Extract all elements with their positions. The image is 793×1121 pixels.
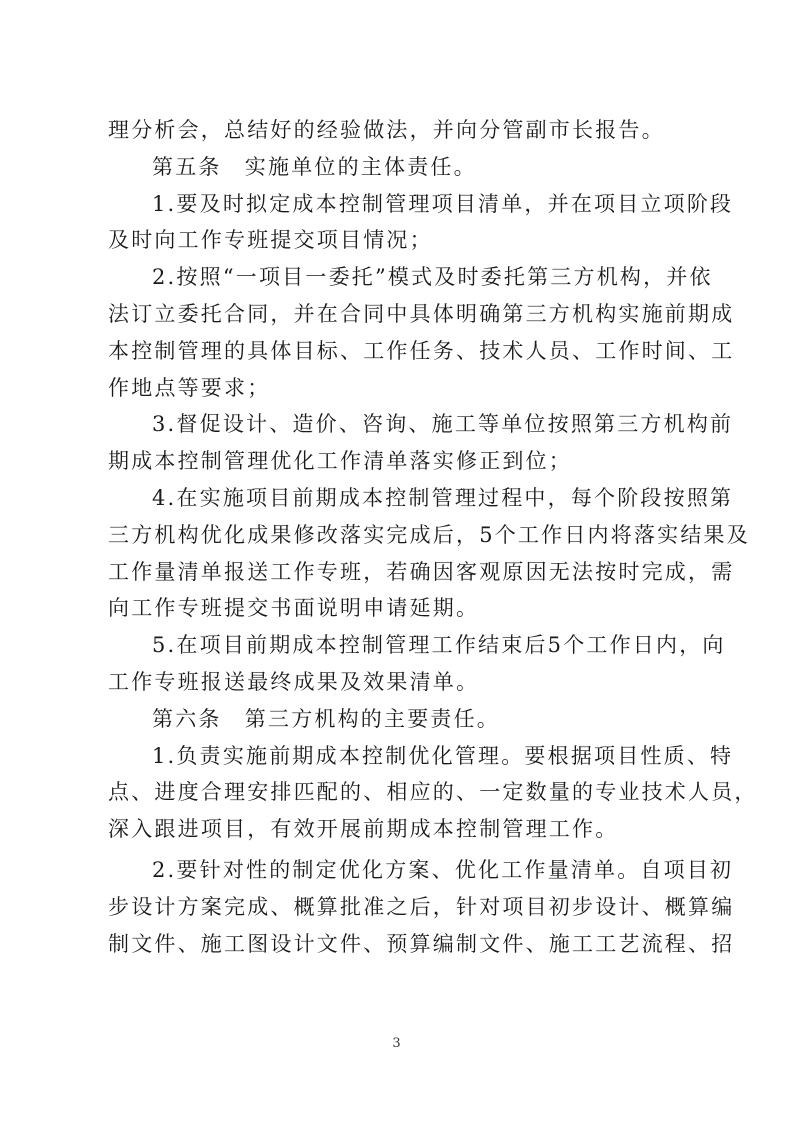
text-line: 三方机构优化成果修改落实完成后，5个工作日内将落实结果及: [108, 522, 750, 547]
text-line: 第六条 第三方机构的主要责任。: [152, 706, 500, 731]
text-line: 及时向工作专班提交项目情况；: [108, 228, 433, 253]
text-line: 4.在实施项目前期成本控制管理过程中，每个阶段按照第: [152, 485, 734, 510]
text-line: 3.督促设计、造价、咨询、施工等单位按照第三方机构前: [152, 412, 734, 437]
text-line: 步设计方案完成、概算批准之后，针对项目初步设计、概算编: [108, 894, 735, 919]
text-line: 深入跟进项目，有效开展前期成本控制管理工作。: [108, 817, 619, 842]
text-line: 工作专班报送最终成果及效果清单。: [108, 669, 480, 694]
text-line: 制文件、施工图设计文件、预算编制文件、施工工艺流程、招: [108, 931, 735, 956]
text-line: 工作量清单报送工作专班，若确因客观原因无法按时完成，需: [108, 559, 735, 584]
text-line: 5.在项目前期成本控制管理工作结束后5个工作日内，向: [152, 633, 726, 658]
text-line: 法订立委托合同，并在合同中具体明确第三方机构实施前期成: [108, 301, 735, 326]
text-line: 2.按照“一项目一委托”模式及时委托第三方机构，并依: [152, 265, 713, 290]
text-line: 理分析会，总结好的经验做法，并向分管副市长报告。: [108, 118, 665, 142]
text-line: 期成本控制管理优化工作清单落实修正到位；: [108, 449, 572, 474]
text-line: 2.要针对性的制定优化方案、优化工作量清单。自项目初: [152, 857, 734, 882]
text-line: 第五条 实施单位的主体责任。: [152, 154, 477, 179]
text-line: 1.负责实施前期成本控制优化管理。要根据项目性质、特: [152, 743, 734, 768]
text-line: 点、进度合理安排匹配的、相应的、一定数量的专业技术人员，: [108, 780, 758, 805]
text-line: 向工作专班提交书面说明申请延期。: [108, 596, 480, 621]
page-number: 3: [392, 1036, 401, 1051]
text-line: 1.要及时拟定成本控制管理项目清单，并在项目立项阶段: [152, 191, 734, 216]
text-line: 作地点等要求；: [108, 375, 271, 400]
document-body: [108, 112, 758, 962]
text-line: 本控制管理的具体目标、工作任务、技术人员、工作时间、工: [108, 338, 735, 363]
